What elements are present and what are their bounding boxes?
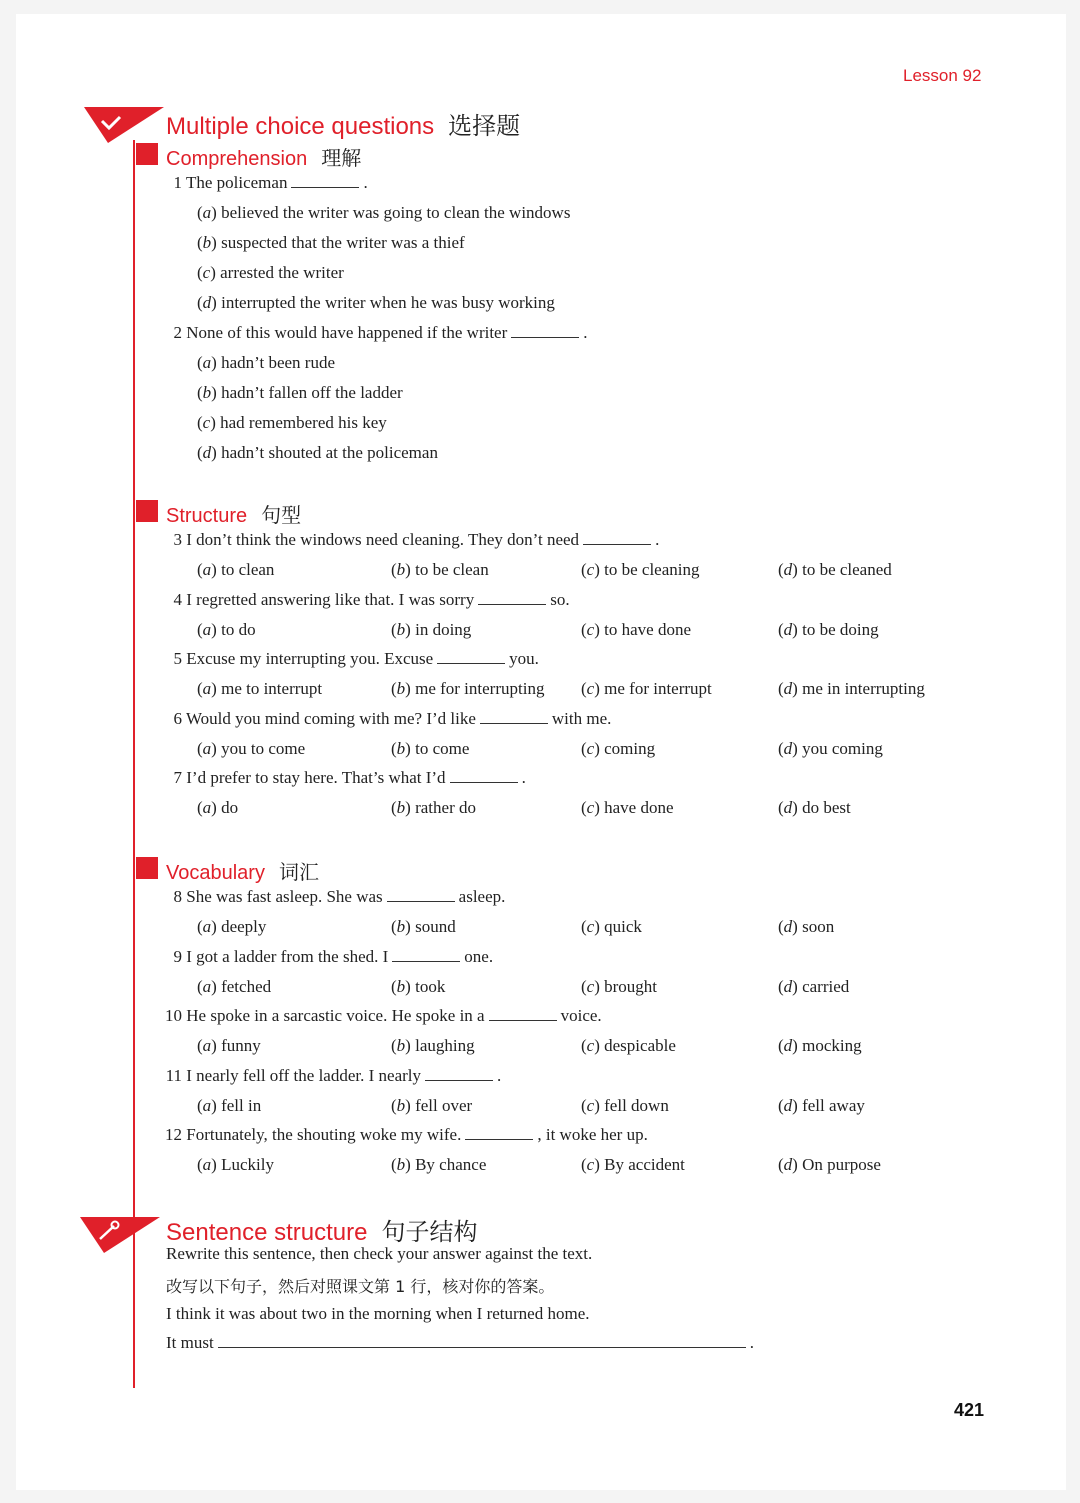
question-stem [160,1066,501,1086]
answer-option[interactable]: (d) hadn’t shouted at the policeman [197,443,438,462]
option-letter: b [396,679,406,698]
option-letter: c [586,738,595,758]
option-text: me in interrupting [802,679,925,698]
option-text: interrupted the writer when he was busy working [221,293,555,312]
option-letter: c [586,560,595,579]
answer-option[interactable]: (b) By chance [391,1155,487,1174]
question-stem [160,1006,602,1026]
option-letter: b [396,1036,406,1055]
answer-option[interactable]: (c) to be cleaning [581,560,700,579]
answer-option[interactable]: (a) me to interrupt [197,679,323,698]
option-letter: d [783,619,793,639]
option-text: mocking [802,1036,862,1055]
answer-option[interactable]: (c) me for interrupt [581,679,712,698]
question-text: I nearly fell off the ladder. I nearly [186,1065,421,1085]
answer-option[interactable]: (a) hadn’t been rude [197,353,336,372]
answer-option[interactable]: (c) to have done [581,619,691,639]
option-letter: c [586,619,595,639]
option-letter: d [783,679,793,698]
option-letter: b [396,738,406,758]
section-title-sentence-structure [166,1212,477,1247]
section-title-en: Multiple choice questions [166,113,435,140]
question-number: 10 [165,1006,182,1025]
option-text: soon [802,917,835,936]
option-text: despicable [604,1036,676,1055]
option-text: suspected that the writer was a thief [221,233,465,252]
answer-option[interactable]: (b) to come [391,738,470,758]
option-text: to be clean [415,560,489,579]
subsection-title-en: Structure [166,505,248,527]
option-letter: b [396,917,406,936]
question-text: Fortunately, the shouting woke my wife. [186,1125,462,1144]
answer-option[interactable]: (b) fell over [391,1095,473,1115]
option-text: me for interrupting [415,679,545,698]
question-ending: . [497,1065,502,1085]
option-letter: a [202,976,212,996]
question-ending: . [521,768,526,787]
option-letter: a [202,560,212,579]
option-letter: c [202,413,211,432]
option-text: hadn’t shouted at the policeman [221,443,438,462]
option-letter: a [202,798,212,817]
answer-option[interactable]: (d) carried [778,976,850,996]
option-text: On purpose [802,1155,881,1174]
option-text: hadn’t been rude [221,353,336,372]
option-text: me for interrupt [604,679,712,698]
question-number: 9 [173,946,182,966]
answer-option[interactable]: (d) mocking [778,1036,862,1055]
answer-option[interactable]: (d) interrupted the writer when he was busy working [197,293,555,312]
subsection-title-en: Comprehension [166,148,308,170]
answer-option[interactable]: (a) funny [197,1036,261,1055]
answer-blank[interactable] [465,1126,533,1140]
answer-option[interactable]: (a) believed the writer was going to clean the windows [197,203,571,222]
option-text: you coming [802,738,883,758]
option-text: believed the writer was going to clean the windows [221,203,571,222]
answer-option[interactable]: (d) me in interrupting [778,679,925,698]
answer-option[interactable]: (c) arrested the writer [197,263,344,282]
answer-option[interactable]: (b) to be clean [391,560,489,579]
question-stem [160,709,611,729]
answer-option[interactable]: (c) have done [581,798,674,817]
option-letter: a [202,738,212,758]
option-letter: d [783,1095,793,1115]
answer-option[interactable]: (a) do [197,798,239,817]
option-letter: b [202,383,212,402]
option-letter: a [202,619,212,639]
option-text: coming [604,738,656,758]
option-letter: a [202,1036,212,1055]
subsection-title-comprehension [166,142,361,171]
answer-option[interactable]: (b) took [391,976,446,996]
answer-option[interactable]: (b) in doing [391,619,472,639]
option-text: quick [604,917,642,936]
answer-blank[interactable] [392,948,460,962]
question-text: I regretted answering like that. I was sorry [186,589,475,609]
answer-option[interactable]: (b) rather do [391,798,476,817]
option-letter: a [202,917,212,936]
answer-blank[interactable] [425,1067,493,1081]
answer-option[interactable]: (d) to be doing [778,619,879,639]
question-number: 3 [173,530,182,549]
answer-option[interactable]: (c) quick [581,917,642,936]
question-stem [160,887,505,907]
answer-option[interactable]: (a) fetched [197,976,272,996]
option-text: to be doing [802,619,879,639]
question-text: I don’t think the windows need cleaning. They don’t need [186,530,580,549]
answer-blank[interactable] [583,531,651,545]
question-text: Would you mind coming with me? I’d like [185,708,476,728]
question-number: 4 [173,589,182,609]
question-number: 6 [173,708,182,728]
option-letter: c [586,1095,595,1115]
question-stem [160,1125,648,1145]
option-text: do [221,798,239,817]
section-title-zh: 句子结构 [381,1218,478,1246]
answer-option[interactable]: (b) laughing [391,1036,475,1055]
question-text: Excuse my interrupting you. Excuse [186,649,434,668]
question-text: I got a ladder from the shed. I [186,946,389,966]
option-text: fell away [802,1095,865,1115]
page [16,14,1066,1490]
answer-option[interactable]: (b) me for interrupting [391,679,545,698]
question-number: 5 [173,649,182,668]
option-letter: b [396,976,406,996]
question-ending: . [655,530,660,549]
option-letter: d [202,443,212,462]
source-sentence: I think it was about two in the morning when I returned home. [166,1304,590,1323]
question-stem [160,947,493,967]
question-number: 1 [173,173,182,192]
option-letter: a [202,679,212,698]
answer-prefix: It must [166,1333,214,1352]
question-number: 11 [165,1065,182,1085]
question-stem [160,530,659,550]
option-letter: b [396,619,406,639]
option-text: sound [415,917,456,936]
option-letter: b [396,798,406,817]
option-letter: d [783,1155,793,1174]
option-letter: c [586,917,595,936]
margin-rule [133,140,135,1388]
option-text: By accident [604,1155,685,1174]
question-ending: voice. [560,1006,602,1025]
question-ending: , it woke her up. [537,1125,648,1144]
answer-option[interactable]: (a) deeply [197,917,267,936]
option-letter: d [783,798,793,817]
option-text: to be cleaned [802,560,892,579]
question-stem [160,590,570,610]
option-letter: c [586,1036,595,1055]
answer-blank[interactable] [450,769,518,783]
question-text: The policeman [185,173,288,192]
option-letter: c [586,976,595,996]
option-text: Luckily [221,1155,274,1174]
answer-option[interactable]: (c) coming [581,738,656,758]
option-letter: d [783,560,793,579]
option-letter: b [202,233,212,252]
option-text: By chance [415,1155,487,1174]
option-text: arrested the writer [220,263,344,282]
question-stem [160,768,526,788]
subsection-title-structure [166,499,301,528]
option-text: fell down [604,1095,669,1115]
answer-option[interactable]: (c) brought [581,976,658,996]
option-text: have done [604,798,674,817]
answer-option[interactable]: (a) fell in [197,1095,262,1115]
option-text: deeply [221,917,267,936]
option-text: in doing [415,619,472,639]
answer-blank[interactable] [437,650,505,664]
option-letter: c [202,263,211,282]
option-letter: a [202,1155,212,1174]
question-number: 8 [173,887,182,906]
option-letter: b [396,560,406,579]
option-text: took [415,976,446,996]
answer-option[interactable]: (d) you coming [778,738,883,758]
option-text: fell over [415,1095,473,1115]
option-letter: c [586,798,595,817]
instruction-zh: 改写以下句子，然后对照课文第 1 行，核对你的答案。 [166,1277,555,1296]
option-text: to do [221,619,256,639]
option-letter: a [202,353,212,372]
option-letter: c [586,1155,595,1174]
section-marker [136,500,158,522]
subsection-title-en: Vocabulary [166,862,265,884]
question-ending: . [363,173,368,192]
option-text: rather do [415,798,476,817]
option-letter: c [586,679,595,698]
answer-blank[interactable] [218,1334,746,1348]
section-marker [136,143,158,165]
option-text: to come [415,738,470,758]
question-text: I’d prefer to stay here. That’s what I’d [186,768,446,787]
option-letter: a [202,1095,212,1115]
wrench-icon [80,1215,162,1257]
answer-option[interactable]: (d) soon [778,917,835,936]
option-text: carried [802,976,850,996]
question-ending: . [583,323,588,342]
answer-option[interactable]: (d) On purpose [778,1155,881,1174]
answer-option[interactable]: (d) to be cleaned [778,560,892,579]
section-title-zh: 选择题 [448,112,521,140]
question-text: She was fast asleep. She was [186,887,383,906]
answer-option[interactable]: (c) fell down [581,1095,669,1115]
question-ending: with me. [551,708,612,728]
answer-option[interactable]: (c) despicable [581,1036,676,1055]
question-stem [160,173,368,193]
answer-blank[interactable] [489,1007,557,1021]
answer-option[interactable]: (b) hadn’t fallen off the ladder [197,383,403,402]
answer-suffix: . [749,1333,754,1352]
option-text: hadn’t fallen off the ladder [221,383,403,402]
option-text: to have done [604,619,691,639]
option-letter: d [783,1036,793,1055]
option-text: do best [802,798,851,817]
question-stem [160,649,539,669]
answer-option[interactable]: (d) do best [778,798,851,817]
answer-blank[interactable] [387,888,455,902]
question-ending: one. [464,946,494,966]
answer-option[interactable]: (c) By accident [581,1155,685,1174]
option-text: you to come [221,738,306,758]
answer-option[interactable]: (b) sound [391,917,456,936]
option-text: laughing [415,1036,475,1055]
answer-blank[interactable] [478,591,546,605]
option-text: to be cleaning [604,560,700,579]
option-letter: b [396,1095,406,1115]
section-marker [136,857,158,879]
question-ending: asleep. [458,887,506,906]
answer-option[interactable]: (b) suspected that the writer was a thief [197,233,465,252]
subsection-title-vocabulary [166,856,319,885]
question-ending: so. [550,589,570,609]
answer-blank[interactable] [291,174,359,188]
subsection-title-zh: 词汇 [278,860,319,884]
question-ending: you. [509,649,539,668]
question-text: He spoke in a sarcastic voice. He spoke in a [186,1006,485,1025]
option-text: brought [604,976,658,996]
option-text: funny [221,1036,261,1055]
section-title-en: Sentence structure [166,1219,368,1246]
option-text: fetched [221,976,272,996]
option-letter: d [783,917,793,936]
section-title-multiple-choice [166,106,520,141]
option-text: to clean [221,560,275,579]
subsection-title-zh: 理解 [321,146,362,170]
answer-option[interactable]: (d) fell away [778,1095,865,1115]
answer-blank[interactable] [480,710,548,724]
option-text: had remembered his key [220,413,387,432]
question-stem [160,323,588,343]
question-number: 12 [165,1125,182,1144]
page-number: 421 [954,1400,985,1420]
answer-option[interactable]: (a) Luckily [197,1155,274,1174]
instruction-en: Rewrite this sentence, then check your answer against the text. [166,1244,593,1263]
subsection-title-zh: 句型 [261,503,302,527]
option-letter: d [783,738,793,758]
question-text: None of this would have happened if the writer [186,323,508,342]
answer-option[interactable]: (c) had remembered his key [197,413,387,432]
lesson-label: Lesson 92 [903,66,982,85]
option-text: me to interrupt [221,679,323,698]
option-text: fell in [221,1095,262,1115]
option-letter: d [783,976,793,996]
answer-line [166,1333,754,1353]
answer-option[interactable]: (a) to clean [197,560,275,579]
question-number: 7 [173,768,182,787]
option-letter: a [202,203,212,222]
answer-option[interactable]: (a) you to come [197,738,306,758]
answer-option[interactable]: (a) to do [197,619,256,639]
option-letter: d [202,293,212,312]
option-letter: b [396,1155,406,1174]
checkmark-icon [84,105,166,147]
answer-blank[interactable] [511,324,579,338]
question-number: 2 [173,323,182,342]
